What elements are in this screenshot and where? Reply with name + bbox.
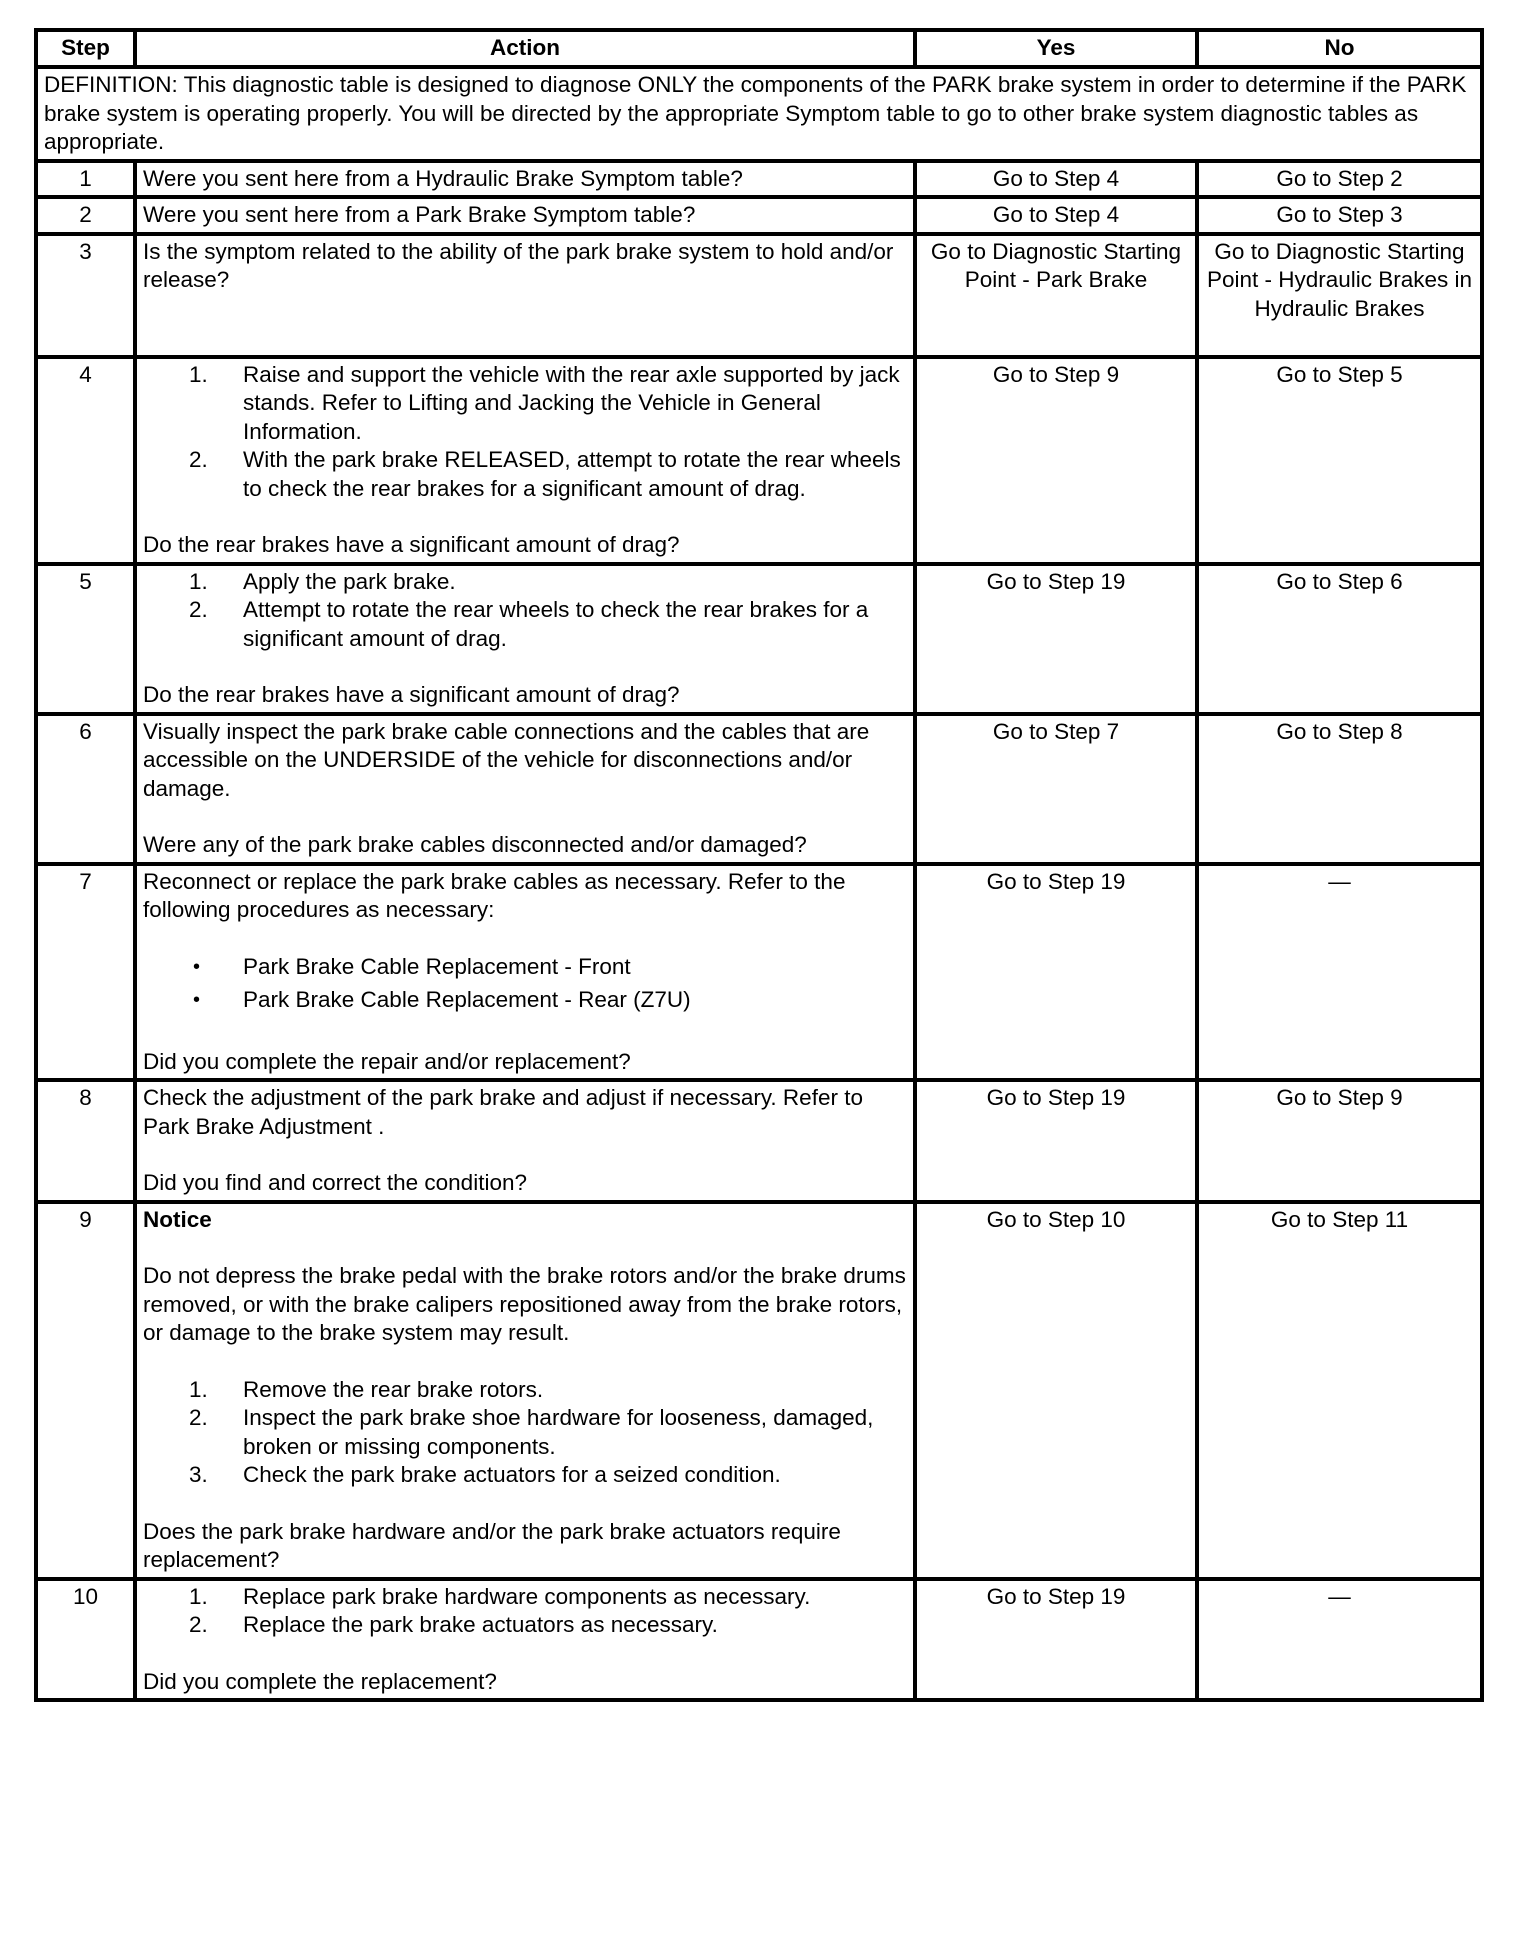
- action-cell: [135, 357, 915, 564]
- no-answer: Go to Step 8: [1197, 714, 1482, 864]
- step-number: 8: [36, 1080, 135, 1202]
- table-row: [36, 714, 1482, 864]
- step-number: 4: [36, 357, 135, 564]
- table-row: [36, 234, 1482, 357]
- step-number: 5: [36, 564, 135, 714]
- action-cell: [135, 714, 915, 864]
- definition-text: DEFINITION: This diagnostic table is designed to diagnose ONLY the components of the PARK brake system in order to determine if the PARK brake system is operating properly. You will be directed by the appropriate Symptom table to go to other brake system diagnostic tables as appropriate.: [36, 67, 1482, 161]
- no-answer: Go to Step 3: [1197, 197, 1482, 234]
- action-cell: [135, 1579, 915, 1701]
- list-item: • Park Brake Cable Replacement - Front: [143, 953, 907, 982]
- action-text: Check the adjustment of the park brake and adjust if necessary. Refer to Park Brake Adjustment .: [143, 1085, 863, 1139]
- step-number: 3: [36, 234, 135, 357]
- list-item: 1. Raise and support the vehicle with the rear axle supported by jack stands. Refer to Lifting and Jacking the Vehicle in General Information.: [189, 361, 900, 444]
- question-text: Did you complete the replacement?: [143, 1668, 497, 1694]
- header-step: Step: [36, 30, 135, 67]
- list-item: • Park Brake Cable Replacement - Rear (Z7U): [143, 986, 907, 1015]
- procedure-list: [143, 361, 907, 504]
- step-number: 6: [36, 714, 135, 864]
- no-answer: —: [1197, 1579, 1482, 1701]
- header-yes: Yes: [915, 30, 1197, 67]
- bullet-icon: •: [193, 989, 201, 1011]
- notice-text: Do not depress the brake pedal with the brake rotors and/or the brake drums removed, or with the brake calipers repositioned away from the brake rotors, or damage to the brake system may result.: [143, 1263, 906, 1345]
- question-text: Did you complete the repair and/or replacement?: [143, 1048, 631, 1074]
- action-text: Is the symptom related to the ability of the park brake system to hold and/or release?: [135, 234, 915, 357]
- table-row: [36, 564, 1482, 714]
- question-text: Do the rear brakes have a significant amount of drag?: [143, 682, 680, 707]
- no-answer: Go to Step 5: [1197, 357, 1482, 564]
- step-number: 1: [36, 161, 135, 198]
- question-text: Were any of the park brake cables disconnected and/or damaged?: [143, 832, 807, 857]
- procedure-list: [143, 1376, 907, 1490]
- yes-answer: Go to Step 4: [915, 161, 1197, 198]
- no-answer: Go to Step 6: [1197, 564, 1482, 714]
- notice-title: Notice: [143, 1206, 212, 1232]
- diagnostic-table: [34, 28, 1484, 1702]
- no-answer: Go to Step 9: [1197, 1080, 1482, 1202]
- yes-answer: Go to Step 19: [915, 1080, 1197, 1202]
- no-answer: Go to Step 11: [1197, 1202, 1482, 1579]
- list-item: 1. Remove the rear brake rotors.: [189, 1376, 544, 1402]
- action-text: Visually inspect the park brake cable connections and the cables that are accessible on the UNDERSIDE of the vehicle for disconnections and/or damage.: [143, 718, 870, 801]
- no-answer: Go to Step 2: [1197, 161, 1482, 198]
- procedure-list: [143, 1583, 907, 1640]
- action-text: Were you sent here from a Park Brake Symptom table?: [135, 197, 915, 234]
- procedure-list: [143, 568, 907, 654]
- list-item: 2. Attempt to rotate the rear wheels to check the rear brakes for a significant amount of drag.: [189, 597, 869, 651]
- question-text: Does the park brake hardware and/or the park brake actuators require replacement?: [143, 1518, 841, 1572]
- table-row: [36, 1080, 1482, 1202]
- action-cell: [135, 864, 915, 1081]
- yes-answer: Go to Step 7: [915, 714, 1197, 864]
- question-text: Do the rear brakes have a significant amount of drag?: [143, 532, 680, 557]
- action-text: Were you sent here from a Hydraulic Brake Symptom table?: [135, 161, 915, 198]
- step-number: 9: [36, 1202, 135, 1579]
- table-row: [36, 161, 1482, 198]
- table-row: [36, 864, 1482, 1081]
- yes-answer: Go to Step 10: [915, 1202, 1197, 1579]
- header-action: Action: [135, 30, 915, 67]
- table-row: [36, 357, 1482, 564]
- yes-answer: Go to Diagnostic Starting Point - Park Brake: [915, 234, 1197, 357]
- action-cell: [135, 1202, 915, 1579]
- table-row: [36, 1579, 1482, 1701]
- list-item: 2. Replace the park brake actuators as necessary.: [189, 1612, 718, 1637]
- yes-answer: Go to Step 19: [915, 864, 1197, 1081]
- step-number: 7: [36, 864, 135, 1081]
- list-item: 2. With the park brake RELEASED, attempt to rotate the rear wheels to check the rear brakes for a significant amount of drag.: [189, 447, 901, 501]
- action-cell: [135, 564, 915, 714]
- step-number: 2: [36, 197, 135, 234]
- table-row: [36, 1202, 1482, 1579]
- yes-answer: Go to Step 19: [915, 564, 1197, 714]
- header-no: No: [1197, 30, 1482, 67]
- list-item: 3. Check the park brake actuators for a seized condition.: [189, 1462, 781, 1487]
- bullet-icon: •: [193, 955, 201, 978]
- no-answer: Go to Diagnostic Starting Point - Hydraulic Brakes in Hydraulic Brakes: [1197, 234, 1482, 357]
- yes-answer: Go to Step 4: [915, 197, 1197, 234]
- action-cell: [135, 1080, 915, 1202]
- list-item: 1. Apply the park brake.: [189, 568, 456, 594]
- table-row: [36, 197, 1482, 234]
- procedure-bullets: [143, 953, 907, 1015]
- action-text: Reconnect or replace the park brake cables as necessary. Refer to the following procedures as necessary:: [143, 868, 846, 922]
- no-answer: —: [1197, 864, 1482, 1081]
- step-number: 10: [36, 1579, 135, 1701]
- definition-row: [36, 67, 1482, 161]
- list-item: 2. Inspect the park brake shoe hardware for looseness, damaged, broken or missing components.: [189, 1405, 874, 1459]
- yes-answer: Go to Step 19: [915, 1579, 1197, 1701]
- header-row: [36, 30, 1482, 67]
- yes-answer: Go to Step 9: [915, 357, 1197, 564]
- question-text: Did you find and correct the condition?: [143, 1170, 527, 1195]
- list-item: 1. Replace park brake hardware components as necessary.: [189, 1583, 811, 1609]
